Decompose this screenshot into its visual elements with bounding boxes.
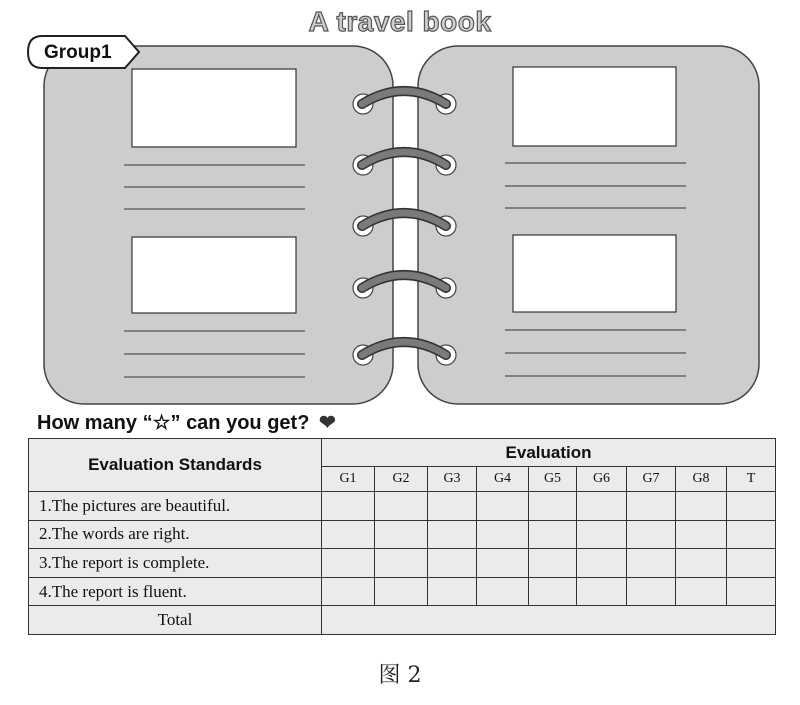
evaluation-table [28,438,776,635]
score-cell[interactable] [727,492,776,521]
group-header-total: T [727,467,776,492]
score-cell[interactable] [577,492,627,521]
score-cell[interactable] [529,577,577,606]
score-cell[interactable] [529,549,577,578]
score-cell[interactable] [477,577,529,606]
score-cell[interactable] [375,520,428,549]
left-photo-frame-top [132,69,296,147]
score-cell[interactable] [627,549,676,578]
score-cell[interactable] [322,520,375,549]
page-title: A travel book [308,6,492,37]
score-cell[interactable] [676,492,727,521]
score-cell[interactable] [627,492,676,521]
score-cell[interactable] [676,549,727,578]
score-cell[interactable] [627,577,676,606]
score-cell[interactable] [375,492,428,521]
figure-caption: 图 2 [378,663,422,688]
total-label: Total [29,606,322,635]
score-cell[interactable] [577,549,627,578]
score-cell[interactable] [529,520,577,549]
evaluation-header: Evaluation [322,439,776,467]
table-row [29,577,776,606]
table-row [29,492,776,521]
question-text: How many “☆” can you get? [37,412,310,434]
score-cell[interactable] [477,520,529,549]
group-header-g6: G6 [577,467,627,492]
right-photo-frame-top [513,67,676,146]
score-cell[interactable] [627,520,676,549]
total-cell[interactable] [322,606,776,635]
criterion-cell: 4.The report is fluent. [29,577,322,606]
score-cell[interactable] [322,492,375,521]
score-cell[interactable] [428,520,477,549]
score-cell[interactable] [477,549,529,578]
score-cell[interactable] [428,492,477,521]
group-header-g3: G3 [428,467,477,492]
score-cell[interactable] [322,549,375,578]
score-cell[interactable] [428,577,477,606]
criterion-cell: 3.The report is complete. [29,549,322,578]
evaluation-standards-header: Evaluation Standards [29,439,322,492]
table-row [29,549,776,578]
total-row [29,606,776,635]
score-cell[interactable] [676,577,727,606]
score-cell[interactable] [375,577,428,606]
score-cell[interactable] [322,577,375,606]
group-header-g8: G8 [676,467,727,492]
score-cell[interactable] [577,577,627,606]
heart-icon: ❤ [318,412,336,434]
score-cell[interactable] [727,577,776,606]
score-cell[interactable] [727,549,776,578]
group-label: Group1 [44,42,112,63]
score-cell[interactable] [727,520,776,549]
criterion-cell: 1.The pictures are beautiful. [29,492,322,521]
criterion-cell: 2.The words are right. [29,520,322,549]
score-cell[interactable] [577,520,627,549]
right-photo-frame-bottom [513,235,676,312]
group-header-g4: G4 [477,467,529,492]
left-photo-frame-bottom [132,237,296,313]
table-row [29,520,776,549]
score-cell[interactable] [428,549,477,578]
group-header-g1: G1 [322,467,375,492]
group-header-g5: G5 [529,467,577,492]
group-header-g2: G2 [375,467,428,492]
group-header-g7: G7 [627,467,676,492]
score-cell[interactable] [676,520,727,549]
score-cell[interactable] [529,492,577,521]
star-question [37,410,336,435]
score-cell[interactable] [375,549,428,578]
score-cell[interactable] [477,492,529,521]
